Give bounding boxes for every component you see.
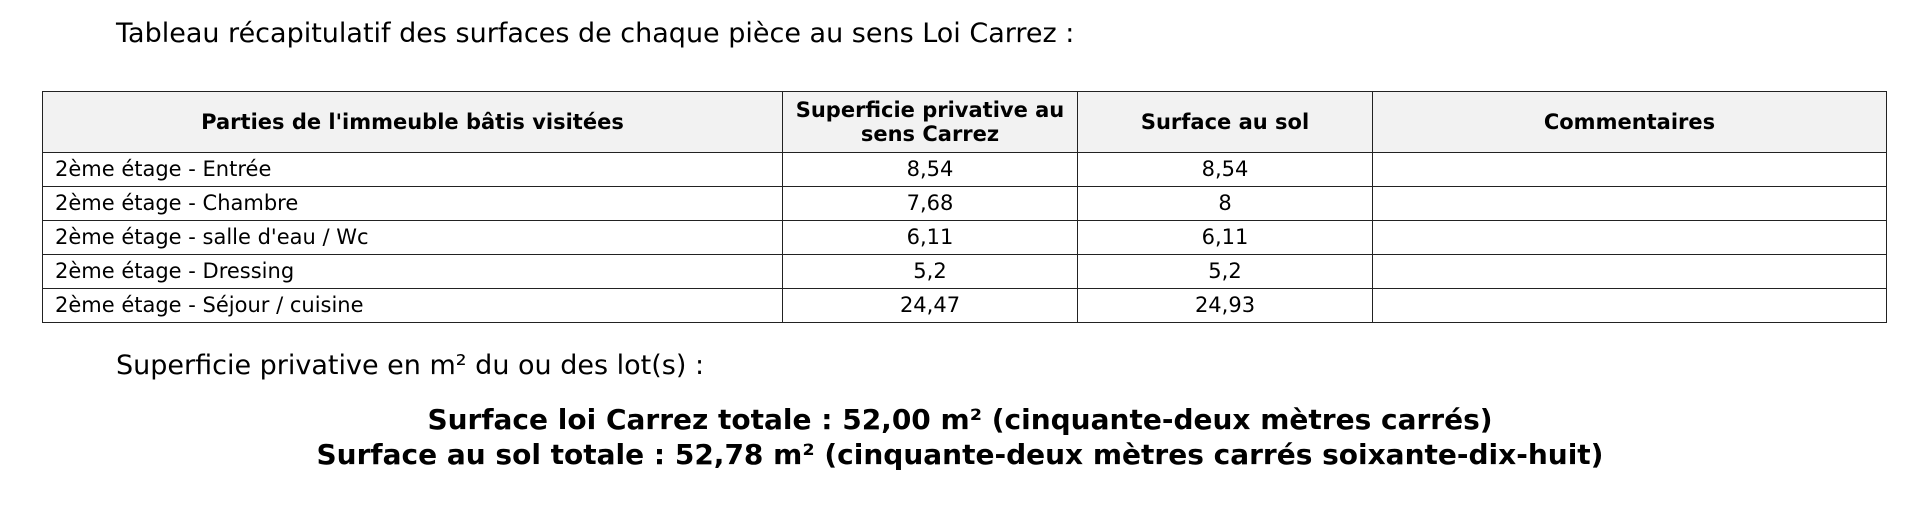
room-name-cell: 2ème étage - Séjour / cuisine — [43, 289, 783, 323]
table-row — [43, 153, 1887, 187]
private-surface-heading: Superficie privative en m² du ou des lot(s) : — [116, 350, 705, 381]
total-sol-line: Surface au sol totale : 52,78 m² (cinquante-deux mètres carrés soixante-dix-huit) — [316, 438, 1604, 471]
comment-cell — [1373, 153, 1887, 187]
table-row — [43, 289, 1887, 323]
floor-surface-cell: 8,54 — [1078, 153, 1373, 187]
table-row — [43, 255, 1887, 289]
column-header-commentaires: Commentaires — [1373, 92, 1887, 153]
floor-surface-cell: 5,2 — [1078, 255, 1373, 289]
surfaces-table — [42, 91, 1887, 323]
room-name-cell: 2ème étage - salle d'eau / Wc — [43, 221, 783, 255]
comment-cell — [1373, 221, 1887, 255]
floor-surface-cell: 8 — [1078, 187, 1373, 221]
floor-surface-cell: 6,11 — [1078, 221, 1373, 255]
totals-block — [0, 402, 1920, 472]
floor-surface-cell: 24,93 — [1078, 289, 1373, 323]
carrez-surface-cell: 7,68 — [783, 187, 1078, 221]
column-header-surface-sol: Surface au sol — [1078, 92, 1373, 153]
carrez-surface-cell: 6,11 — [783, 221, 1078, 255]
table-row — [43, 187, 1887, 221]
carrez-surface-cell: 24,47 — [783, 289, 1078, 323]
comment-cell — [1373, 289, 1887, 323]
comment-cell — [1373, 255, 1887, 289]
room-name-cell: 2ème étage - Entrée — [43, 153, 783, 187]
carrez-surface-cell: 5,2 — [783, 255, 1078, 289]
room-name-cell: 2ème étage - Dressing — [43, 255, 783, 289]
comment-cell — [1373, 187, 1887, 221]
table-title: Tableau récapitulatif des surfaces de chaque pièce au sens Loi Carrez : — [116, 18, 1075, 49]
column-header-superficie-carrez: Superficie privative au sens Carrez — [783, 92, 1078, 153]
room-name-cell: 2ème étage - Chambre — [43, 187, 783, 221]
column-header-parties: Parties de l'immeuble bâtis visitées — [43, 92, 783, 153]
table-header-row — [43, 92, 1887, 153]
total-carrez-line: Surface loi Carrez totale : 52,00 m² (cinquante-deux mètres carrés) — [427, 403, 1493, 436]
table-row — [43, 221, 1887, 255]
carrez-surface-cell: 8,54 — [783, 153, 1078, 187]
